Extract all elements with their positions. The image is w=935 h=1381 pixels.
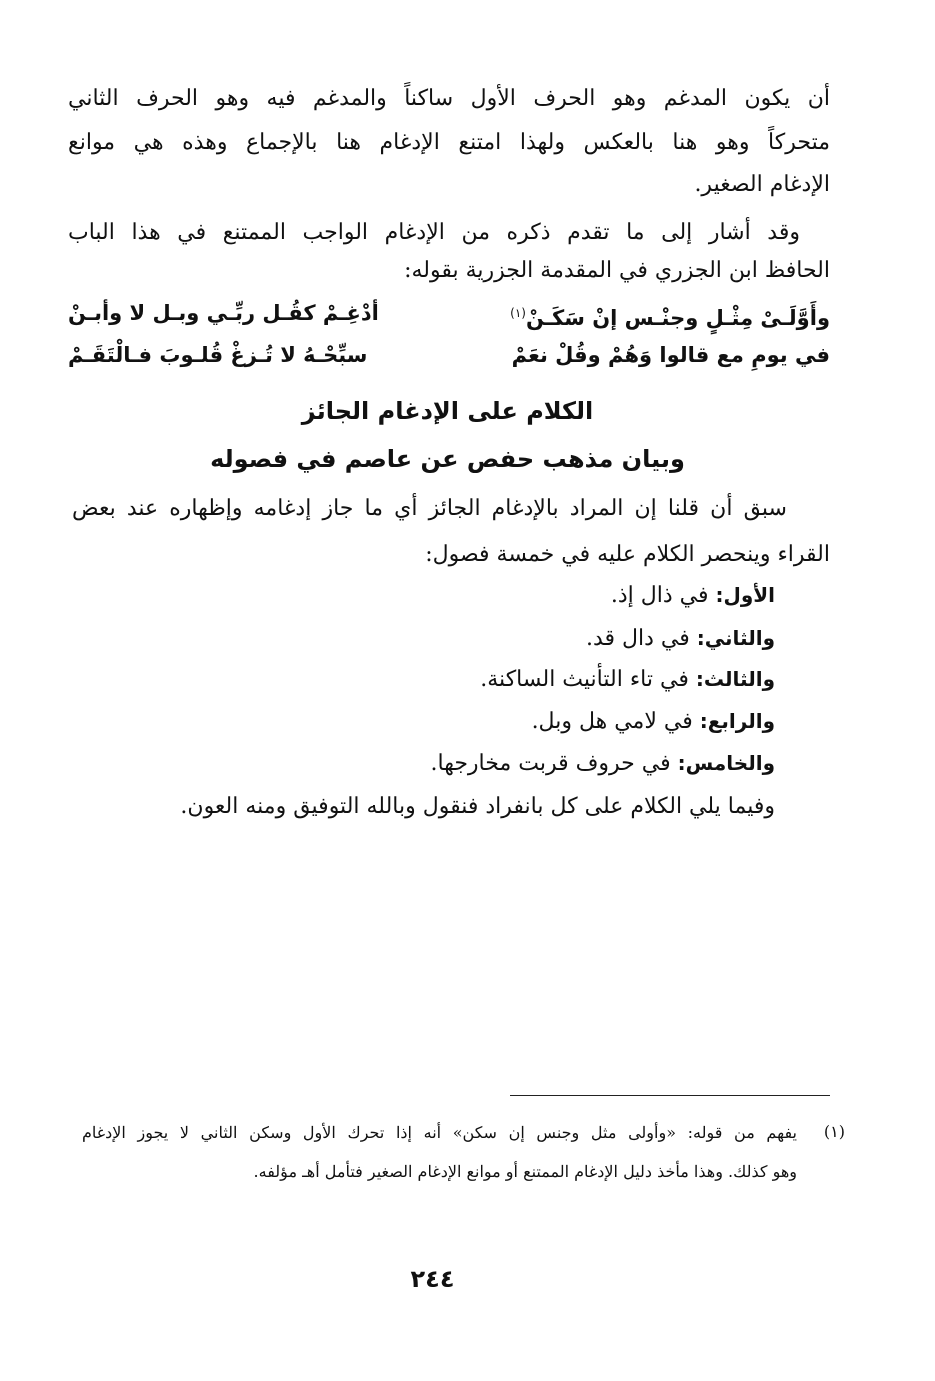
verse-line-1-second-hemistich: أدْغِـمْ كقُـل ربِّـي وبـل لا وأبـنْ <box>68 301 379 325</box>
chapter-label: والرابع: <box>699 709 775 733</box>
chapter-item <box>480 664 775 695</box>
footnote-marker: (١) <box>510 306 526 320</box>
closing-line: وفيما يلي الكلام على كل بانفراد فنقول وبالله التوفيق ومنه العون. <box>180 794 775 819</box>
footnote-line: يفهم من قوله: «وأولى مثل وجنس إن سكن» أنه إذا تحرك الأول وسكن الثاني لا يجوز الإدغام <box>82 1123 797 1142</box>
chapter-text: في حروف قربت مخارجها. <box>430 751 678 776</box>
chapter-text: في ذال إذ. <box>610 583 716 608</box>
verse-line-2-second-hemistich: سبِّحْـهُ لا تُـزغْ قُلـوبَ فـالْتَقَـمْ <box>68 343 368 367</box>
chapter-item <box>611 580 775 611</box>
footnote-separator <box>510 1095 830 1096</box>
text-line: الحافظ ابن الجزري في المقدمة الجزرية بقوله: <box>404 258 830 283</box>
chapter-item <box>431 748 776 779</box>
text-line: القراء وينحصر الكلام عليه في خمسة فصول: <box>425 542 830 567</box>
text-line: متحركاً وهو هنا بالعكس ولهذا امتنع الإدغام هنا بالإجماع وهذه هي موانع <box>68 130 830 155</box>
verse-text: وأَوَّلَـىْ مِثْـلٍ وجنْـس إنْ سَكَـنْ <box>525 306 830 330</box>
chapter-label: والثالث: <box>695 667 775 691</box>
verse-line-1-first-hemistich <box>510 298 830 333</box>
chapter-text: في دال قد. <box>585 626 697 651</box>
chapter-item <box>586 623 775 654</box>
chapter-item <box>532 706 775 737</box>
chapter-label: والخامس: <box>677 751 775 775</box>
text-line: سبق أن قلنا إن المراد بالإدغام الجائز أي ما جاز إدغامه وإظهاره عند بعض <box>72 496 787 521</box>
text-line: أن يكون المدغم وهو الحرف الأول ساكناً والمدغم فيه وهو الحرف الثاني <box>68 86 830 111</box>
footnote-line: وهو كذلك. وهذا مأخذ دليل الإدغام الممتنع أو موانع الإدغام الصغير فتأمل أهـ مؤلفه. <box>253 1162 797 1181</box>
section-heading: الكلام على الإدغام الجائز <box>301 397 594 425</box>
footnote-number: (١) <box>823 1122 845 1141</box>
section-subheading: وبيان مذهب حفص عن عاصم في فصوله <box>210 445 685 473</box>
verse-line-2-first-hemistich: في يومِ مع قالوا وَهُمْ وقُلْ نعَمْ <box>511 343 830 367</box>
page-number: ٢٤٤ <box>410 1265 455 1293</box>
text-line: وقد أشار إلى ما تقدم ذكره من الإدغام الواجب الممتنع في هذا الباب <box>68 220 800 245</box>
chapter-text: في لامي هل وبل. <box>531 709 700 734</box>
chapter-label: الأول: <box>715 583 775 607</box>
chapter-text: في تاء التأنيث الساكنة. <box>480 667 696 692</box>
chapter-label: والثاني: <box>696 626 775 650</box>
text-line: الإدغام الصغير. <box>694 172 830 197</box>
